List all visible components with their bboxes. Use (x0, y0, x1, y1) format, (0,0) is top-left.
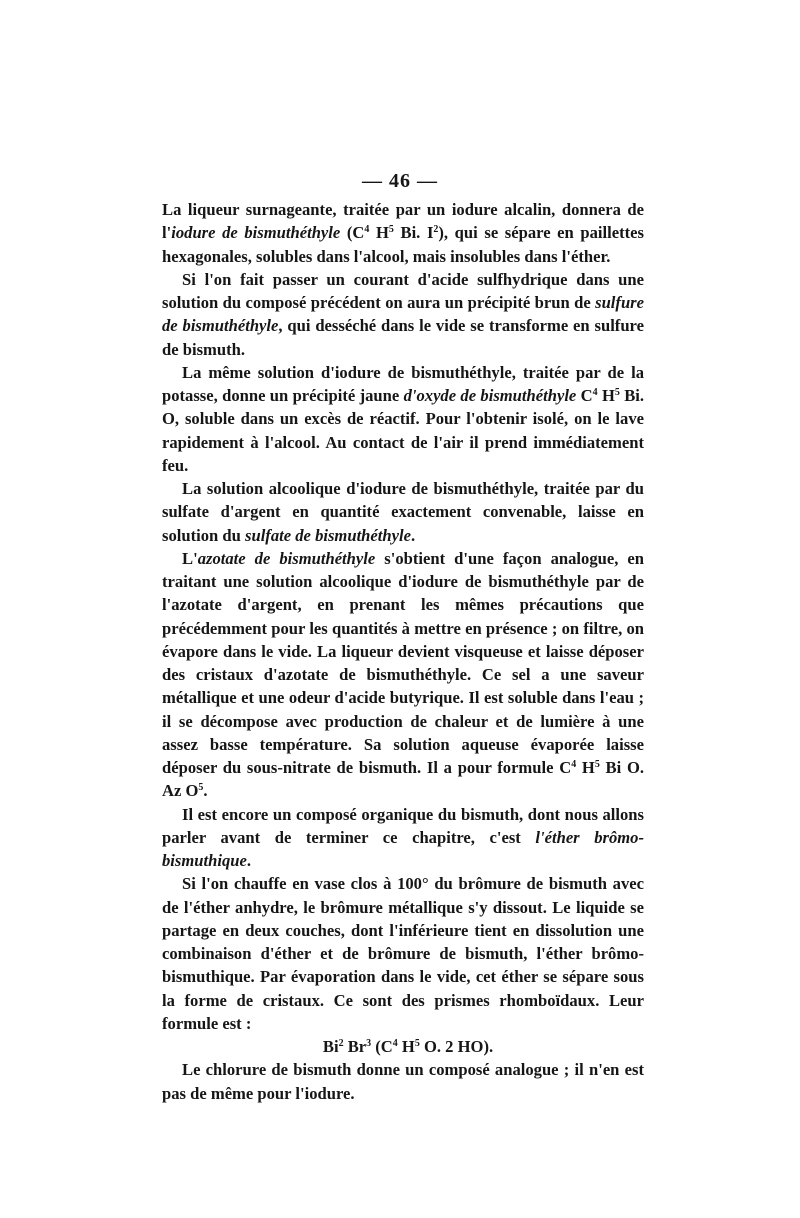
paragraph-sulfate (162, 477, 644, 547)
text-run: Si l'on fait passer un courant d'acide sulfhydrique dans une solution du composé précédent on aura un précipité brun de (162, 269, 644, 312)
superscript: 5 (388, 224, 394, 236)
compound-name: sulfate de bismuthéthyle (245, 525, 411, 545)
superscript: 2 (433, 224, 439, 236)
paragraph-oxyde (162, 361, 644, 477)
paragraph-chlorure (162, 1058, 644, 1105)
text-run: La même solution d'iodure de bismuthéthyle, traitée par de la potasse, donne un précipité jaune (162, 362, 644, 405)
superscript: 2 (338, 1038, 344, 1050)
superscript: 5 (594, 759, 600, 771)
paragraph-sulfure (162, 268, 644, 361)
text-run: H (369, 223, 389, 243)
text-run: Bi (322, 1037, 339, 1056)
chemical-formula (162, 1035, 644, 1058)
text-run: C (576, 386, 593, 405)
text-run: La liqueur surnageante, traitée par un iodure alcalin, donnera de l' (162, 200, 644, 243)
text-run: H (576, 758, 595, 777)
text-run: , qui desséché dans le vide se transforme en sulfure de bismuth. (162, 316, 644, 359)
superscript: 4 (364, 224, 370, 236)
text-run: (C (371, 1037, 393, 1056)
text-run: . (246, 851, 251, 870)
compound-name: d'oxyde de bismuthéthyle (403, 386, 577, 405)
text-run: H (597, 386, 615, 405)
paragraph-ether-intro (162, 803, 644, 873)
superscript: 4 (592, 387, 598, 399)
paragraph-iodure (162, 198, 644, 268)
superscript: 4 (392, 1038, 398, 1050)
text-run: Il est encore un composé organique du bismuth, dont nous allons parler avant de terminer ce chapitre, c'est (162, 804, 644, 847)
compound-name: sulfure de bismuthéthyle (162, 293, 644, 336)
text-run: . (203, 781, 208, 801)
compound-name: azotate de bismuthéthyle (197, 548, 376, 568)
text-run: La solution alcoolique d'iodure de bismuthéthyle, traitée par du sulfate d'argent en quantité exactement convenable, laisse en solution du (162, 479, 644, 545)
text-run: s'obtient d'une façon analogue, en traitant une solution alcoolique d'iodure de bismuthéthyle par de l'azotate d'argent, en prenant les mêmes précautions que précédemment pour les quantités à mettre en présence ; on filtre, on évapore dans le vide. La liqueur devient visqueuse et laisse déposer des cristaux d'azotate de bismuthéthyle. Ce sel a une saveur métallique et une odeur d'acide butyrique. Il est soluble dans l'eau ; il se décompose avec production de chaleur et de lumière à une assez basse température. Sa solution aqueuse évaporée laisse déposer du sous-nitrate de bismuth. Il a pour formule C (162, 548, 644, 777)
superscript: 5 (414, 1038, 420, 1050)
text-run: Br (343, 1037, 367, 1056)
superscript: 5 (614, 387, 620, 399)
text-run: Le chlorure de bismuth donne un composé analogue ; il n'en est pas de même pour l'iodure. (162, 1060, 644, 1103)
body-text (162, 198, 644, 1105)
text-run: ), qui se sépare en paillettes hexagonales, solubles dans l'alcool, mais insolubles dans l'éther. (162, 223, 644, 266)
superscript: 4 (571, 759, 577, 771)
paragraph-azotate (162, 547, 644, 803)
text-run: Si l'on chauffe en vase clos à 100° du brômure de bismuth avec de l'éther anhydre, le brômure métallique s'y dissout. Le liquide se partage en deux couches, dont l'inférieure tient en dissolution une combinaison d'éther et de brômure de bismuth, l'éther brômo-bismuthique. Par évaporation dans le vide, cet éther se sépare sous la forme de cristaux. Ce sont des prismes rhomboïdaux. Leur formule est : (162, 874, 644, 1033)
text-run: Bi. O, soluble dans un excès de réactif. Pour l'obtenir isolé, on le lave rapidement à l'alcool. Au contact de l'air il prend immédiatement feu. (162, 386, 645, 475)
text-run: O. 2 HO). (419, 1037, 494, 1056)
text-run: L' (182, 548, 198, 568)
text-run: H (397, 1037, 415, 1056)
page-number: — 46 — (362, 170, 438, 192)
text-run: Bi O. Az O (162, 758, 644, 801)
compound-name: iodure de bismuthéthyle (171, 223, 341, 243)
text-run: (C (340, 223, 365, 243)
superscript: 5 (198, 782, 204, 794)
superscript: 3 (366, 1038, 372, 1050)
compound-name: l'éther brômo-bismuthique (162, 827, 644, 870)
paragraph-ether-preparation (162, 872, 644, 1035)
text-run: Bi. I (393, 223, 434, 243)
text-run: . (410, 525, 416, 545)
